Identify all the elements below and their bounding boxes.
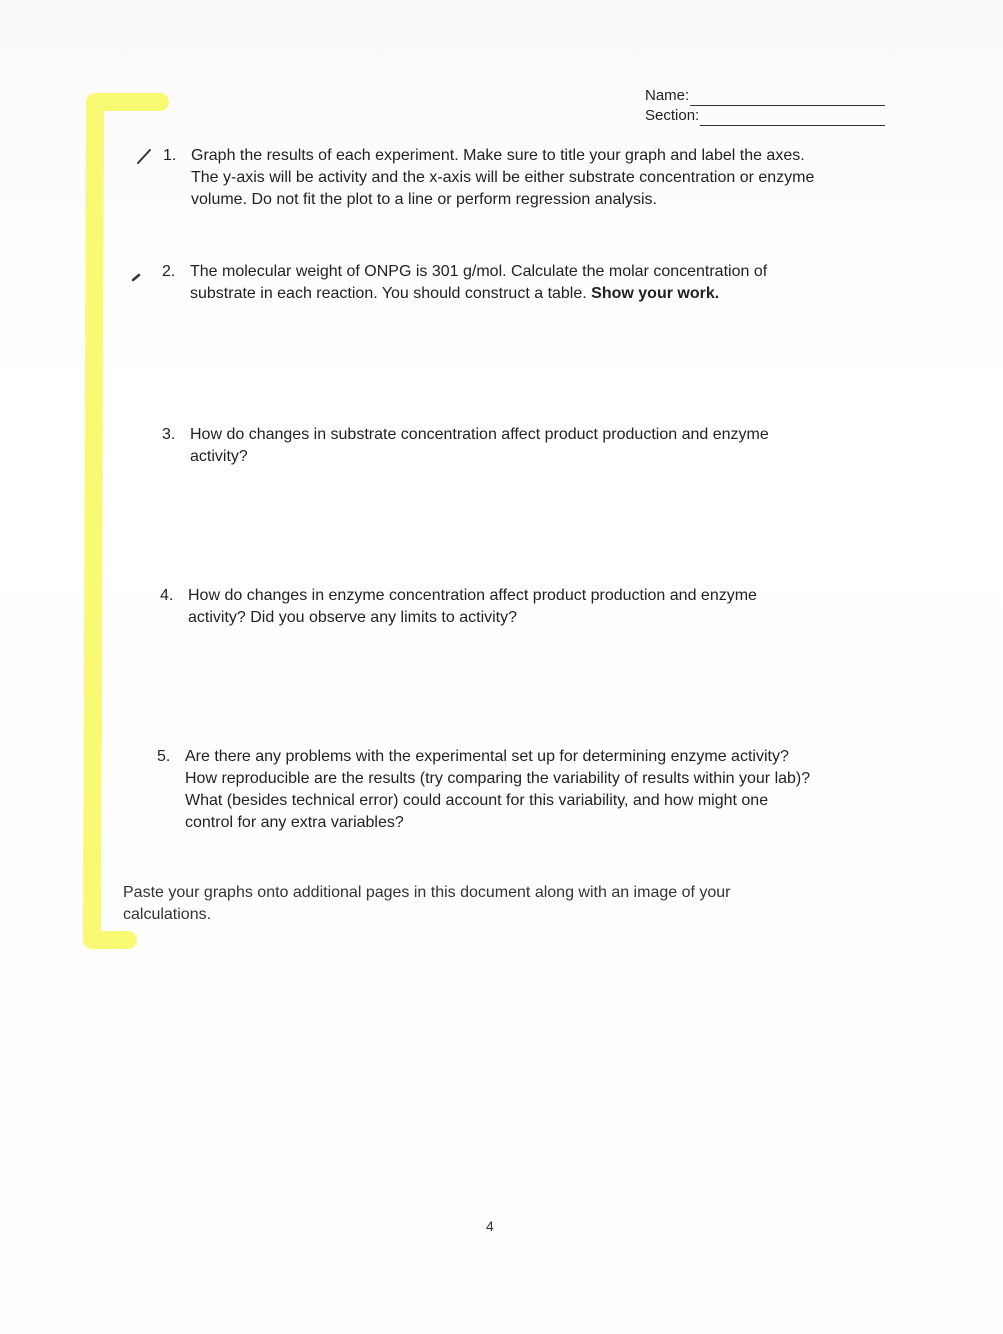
section-field-line[interactable]	[700, 111, 885, 126]
question-text-bold: Show your work.	[591, 285, 720, 302]
name-row	[645, 86, 885, 106]
paste-graphs-instructions	[123, 882, 823, 926]
name-section-header	[645, 86, 885, 126]
question-text: How do changes in substrate concentration affect product production and enzyme activity?	[190, 426, 769, 465]
pencil-check-mark-2	[131, 270, 143, 282]
page-number: 4	[486, 1218, 494, 1234]
question-text: Graph the results of each experiment. Make sure to title your graph and label the axes. The y-axis will be activity and the x-axis will be either substrate concentration or enzyme volume. Do not fit the plot to a line or perform regression analysis.	[191, 147, 815, 208]
question-text-body: The molecular weight of ONPG is 301 g/mol. Calculate the molar concentration of substrate in each reaction. You should construct a table.	[190, 263, 768, 302]
question-3	[162, 424, 892, 468]
pencil-check-mark-1	[136, 147, 154, 165]
question-4	[160, 585, 890, 629]
question-number: 5.	[157, 748, 171, 765]
question-text: How do changes in enzyme concentration affect product production and enzyme activity? Did you observe any limits to activity?	[188, 587, 757, 626]
question-5	[157, 746, 897, 834]
section-row	[645, 106, 885, 126]
question-2	[162, 261, 892, 305]
question-text	[190, 261, 767, 305]
question-number: 3.	[162, 426, 176, 443]
question-number: 2.	[162, 263, 176, 280]
question-number: 1.	[163, 147, 177, 164]
footer-text: Paste your graphs onto additional pages in this document along with an image of your calculations.	[123, 884, 731, 923]
name-label: Name:	[645, 87, 690, 104]
question-text: Are there any problems with the experimental set up for determining enzyme activity? How reproducible are the results (try comparing the variability of results within your lab)? What (besides technical error) could account for this variability, and how might one control for any extra variables?	[185, 748, 811, 831]
name-field-line[interactable]	[690, 91, 885, 106]
question-1	[163, 145, 893, 211]
question-number: 4.	[160, 587, 174, 604]
section-label: Section:	[645, 107, 700, 124]
